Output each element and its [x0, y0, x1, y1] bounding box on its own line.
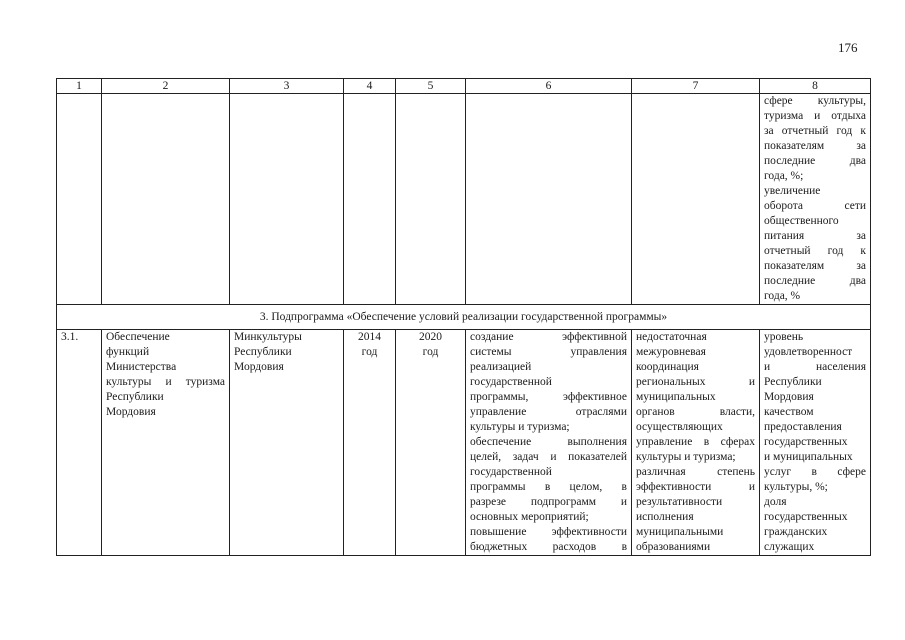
- result-line: бюджетных расходов в: [470, 541, 627, 553]
- name-line: Республики: [106, 391, 164, 403]
- indicator-line: отчетный год к: [764, 245, 866, 257]
- expected-result-cell: [466, 330, 632, 556]
- risk-line: муниципальных: [636, 391, 716, 403]
- header-col-3: 3: [230, 79, 344, 94]
- indicator-line: оборота сети: [764, 200, 866, 212]
- header-col-6: 6: [466, 79, 632, 94]
- indicator-line: гражданских: [764, 526, 828, 538]
- indicator-line: показателям за: [764, 140, 866, 152]
- indicator-line: года, %;: [764, 170, 804, 182]
- risk-line: недостаточная: [636, 331, 707, 343]
- subprogram-row: [57, 305, 871, 330]
- risk-line: исполнения: [636, 511, 694, 523]
- indicator-cell: [760, 330, 871, 556]
- result-line: повышение эффективности: [470, 526, 627, 538]
- indicator-line: туризма и отдыха: [764, 110, 866, 122]
- result-line: государственной: [470, 376, 552, 388]
- name-line: Мордовия: [106, 406, 156, 418]
- risk-line: культуры и туризма;: [636, 451, 736, 463]
- result-line: создание эффективной: [470, 331, 627, 343]
- cell-empty: [102, 94, 230, 305]
- indicator-line: удовлетворенност: [764, 346, 853, 358]
- risk-line: координация: [636, 361, 699, 373]
- indicator-line: питания за: [764, 230, 866, 242]
- cell-empty: [396, 94, 466, 305]
- program-table: [56, 78, 871, 556]
- risk-line: осуществляющих: [636, 421, 723, 433]
- executor-line: Республики: [234, 346, 292, 358]
- executor-line: Минкультуры: [234, 331, 302, 343]
- result-line: целей, задач и показателей: [470, 451, 627, 463]
- risk-cell: [632, 330, 760, 556]
- indicator-line: предоставления: [764, 421, 842, 433]
- risk-line: органов власти,: [636, 406, 755, 418]
- cell-empty: [230, 94, 344, 305]
- indicator-line: служащих: [764, 541, 815, 553]
- end-year-cell: [396, 330, 466, 556]
- risk-line: управление в сферах: [636, 436, 755, 448]
- risk-line: межуровневая: [636, 346, 706, 358]
- indicator-line: и населения: [764, 361, 866, 373]
- result-line: государственной: [470, 466, 552, 478]
- risk-line: различная степень: [636, 466, 755, 478]
- executor-cell: [230, 330, 344, 556]
- result-line: обеспечение выполнения: [470, 436, 627, 448]
- indicator-line: Мордовия: [764, 391, 814, 403]
- row-number: 3.1.: [57, 330, 102, 556]
- indicator-line: года, %: [764, 290, 801, 302]
- result-line: системы управления: [470, 346, 627, 358]
- end-year: 2020: [419, 331, 442, 343]
- indicator-line: показателям за: [764, 260, 866, 272]
- indicator-line: Республики: [764, 376, 822, 388]
- table-row-3-1: [57, 330, 871, 556]
- indicator-line: увеличение: [764, 185, 821, 197]
- continued-indicator-cell: [760, 94, 871, 305]
- header-col-8: 8: [760, 79, 871, 94]
- result-line: программы, эффективное: [470, 391, 627, 403]
- indicator-line: за отчетный год к: [764, 125, 866, 137]
- header-col-2: 2: [102, 79, 230, 94]
- indicator-line: и муниципальных: [764, 451, 853, 463]
- name-line: Обеспечение: [106, 331, 170, 343]
- cell-empty: [466, 94, 632, 305]
- result-line: основных мероприятий;: [470, 511, 589, 523]
- risk-line: образованиями: [636, 541, 711, 553]
- result-line: разрезе подпрограмм и: [470, 496, 627, 508]
- indicator-line: государственных: [764, 436, 848, 448]
- result-line: культуры и туризма;: [470, 421, 570, 433]
- header-col-1: 1: [57, 79, 102, 94]
- subprogram-title: 3. Подпрограмма «Обеспечение условий реализации государственной программы»: [57, 305, 871, 330]
- risk-line: муниципальными: [636, 526, 724, 538]
- start-year: 2014: [358, 331, 381, 343]
- table-row-continued: [57, 94, 871, 305]
- name-line: Министерства: [106, 361, 177, 373]
- indicator-line: качеством: [764, 406, 814, 418]
- page-number: 176: [838, 40, 858, 55]
- result-line: управление отраслями: [470, 406, 627, 418]
- cell-empty: [632, 94, 760, 305]
- indicator-line: последние два: [764, 275, 866, 287]
- table-header-row: [57, 79, 871, 94]
- risk-line: региональных и: [636, 376, 755, 388]
- start-year-cell: [344, 330, 396, 556]
- result-line: реализацией: [470, 361, 532, 373]
- cell-empty: [57, 94, 102, 305]
- name-line: культуры и туризма: [106, 376, 225, 388]
- measure-name-cell: [102, 330, 230, 556]
- indicator-line: сфере культуры,: [764, 95, 866, 107]
- risk-line: эффективности и: [636, 481, 755, 493]
- indicator-line: культуры, %;: [764, 481, 828, 493]
- indicator-line: общественного: [764, 215, 839, 227]
- risk-line: результативности: [636, 496, 723, 508]
- indicator-line: уровень: [764, 331, 804, 343]
- indicator-line: последние два: [764, 155, 866, 167]
- header-col-5: 5: [396, 79, 466, 94]
- indicator-line: государственных: [764, 511, 848, 523]
- name-line: функций: [106, 346, 150, 358]
- header-col-7: 7: [632, 79, 760, 94]
- header-col-4: 4: [344, 79, 396, 94]
- executor-line: Мордовия: [234, 361, 284, 373]
- indicator-line: доля: [764, 496, 787, 508]
- end-year-unit: год: [422, 346, 439, 358]
- cell-empty: [344, 94, 396, 305]
- start-year-unit: год: [361, 346, 378, 358]
- result-line: программы в целом, в: [470, 481, 627, 493]
- indicator-line: услуг в сфере: [764, 466, 866, 478]
